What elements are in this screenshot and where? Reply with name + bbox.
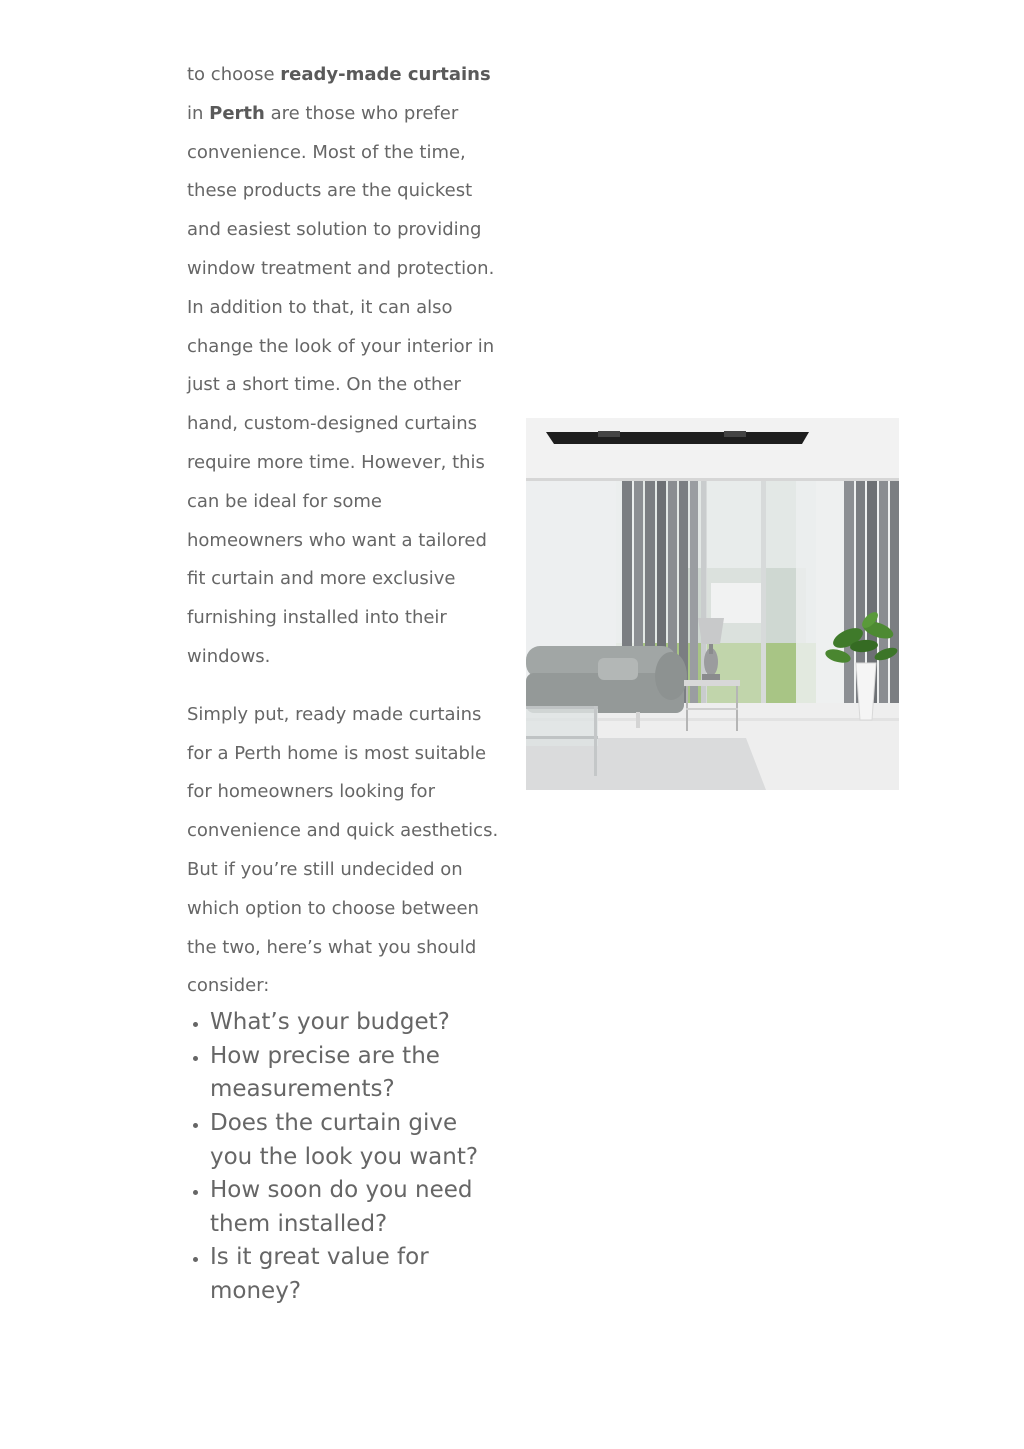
- list-item: • What’s your budget?: [210, 1006, 499, 1040]
- keyword-ready-made-curtains: ready-made curtains: [280, 64, 491, 85]
- questions-list: [187, 1006, 499, 1308]
- article-text-column: [187, 56, 499, 1308]
- paragraph-intro-text: in: [187, 102, 210, 124]
- curtain-track: [526, 478, 899, 481]
- list-item: • How soon do you need them installed?: [210, 1174, 499, 1241]
- paragraph-summary: Simply put, ready made curtains for a Perth home is most suitable for homeowners looking for convenience and quick aesthetics. But if you’re still undecided on which option to choose between the two, here’s what you should consider:: [187, 703, 499, 997]
- living-room-photo: [526, 418, 899, 790]
- list-item: • Does the curtain give you the look you want?: [210, 1107, 499, 1174]
- spotlight: [724, 431, 746, 437]
- paragraph-intro-text: are those who prefer convenience. Most of the time, these products are the quickest and easiest solution to providing window treatment and protection. In addition to that, it can also change the look of your interior in just a short time. On the other hand, custom-designed curtains require more time. However, this can be ideal for some homeowners who want a tailored fit curtain and more exclusive furnishing installed into their windows.: [187, 102, 495, 667]
- paragraph-intro: [187, 56, 499, 677]
- list-item: • Is it great value for money?: [210, 1241, 499, 1308]
- paragraph-intro-text: to choose: [187, 64, 281, 85]
- ceiling-light-fixture: [546, 432, 809, 444]
- spotlight: [598, 431, 620, 437]
- ceiling: [526, 418, 899, 480]
- living-room-illustration: [526, 418, 899, 790]
- lamp-shade: [698, 618, 724, 644]
- list-item: • How precise are the measurements?: [210, 1040, 499, 1107]
- keyword-perth: Perth: [209, 102, 265, 124]
